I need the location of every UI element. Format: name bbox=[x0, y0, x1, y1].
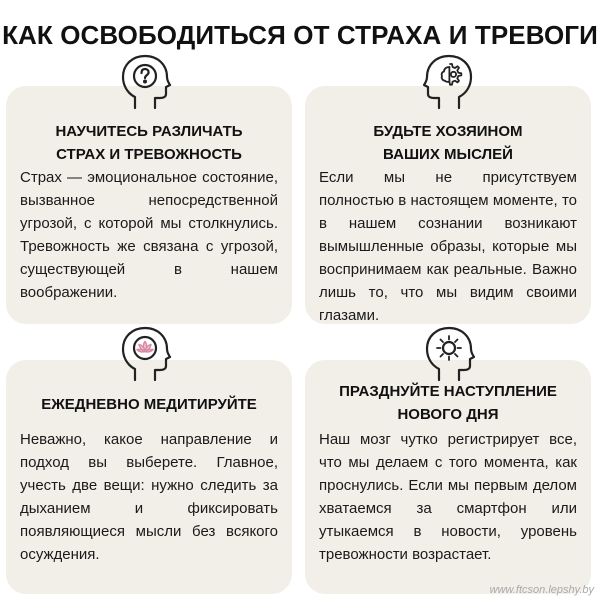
card-body: Страх — эмоциональное состояние, вызванное непосредственной угрозой, с которой мы столкнулись. Тревожность же связана с угрозой, существующей в нашем воображении. bbox=[20, 169, 278, 301]
card-heading-line: ПРАЗДНУЙТЕ НАСТУПЛЕНИЕ bbox=[339, 383, 557, 400]
card-fear-vs-anxiety bbox=[6, 86, 292, 324]
card-heading bbox=[305, 120, 591, 166]
head-lotus-icon bbox=[113, 322, 177, 386]
card-celebrate-day bbox=[305, 360, 591, 594]
card-body: Неважно, какое направление и подход вы выберете. Главное, учесть две вещи: нужно следить за дыханием и фиксировать появляющиеся мысли без всякого осуждения. bbox=[20, 431, 278, 563]
card-body: Если мы не присутствуем полностью в настоящем моменте, то в нашем сознании возникают вымышленные образы, которые мы воспринимаем как реальные. Важно лишь то, что мы видим своими глазами. bbox=[319, 169, 577, 324]
card-heading bbox=[6, 393, 292, 416]
card-heading-line: ЕЖЕДНЕВНО МЕДИТИРУЙТЕ bbox=[41, 396, 257, 413]
head-gear-brain-icon bbox=[417, 50, 481, 114]
card-master-thoughts bbox=[305, 86, 591, 324]
card-heading-line: НАУЧИТЕСЬ РАЗЛИЧАТЬ bbox=[55, 123, 243, 140]
card-heading-line: НОВОГО ДНЯ bbox=[397, 406, 499, 423]
head-sun-icon bbox=[417, 322, 481, 386]
card-heading-line: СТРАХ И ТРЕВОЖНОСТЬ bbox=[56, 146, 242, 163]
head-question-icon bbox=[113, 50, 177, 114]
card-heading bbox=[6, 120, 292, 166]
card-body: Наш мозг чутко регистрирует все, что мы делаем с того момента, как проснулись. Если мы первым делом хватаемся за смартфон или утыкаемся в новости, уровень тревожности возрастает. bbox=[319, 431, 577, 563]
page-title: КАК ОСВОБОДИТЬСЯ ОТ СТРАХА И ТРЕВОГИ bbox=[2, 20, 598, 50]
card-heading-line: ВАШИХ МЫСЛЕЙ bbox=[383, 146, 513, 163]
card-heading-line: БУДЬТЕ ХОЗЯИНОМ bbox=[373, 123, 523, 140]
card-heading bbox=[305, 380, 591, 426]
watermark: www.ftcson.lepshy.by bbox=[489, 584, 594, 596]
card-meditate bbox=[6, 360, 292, 594]
